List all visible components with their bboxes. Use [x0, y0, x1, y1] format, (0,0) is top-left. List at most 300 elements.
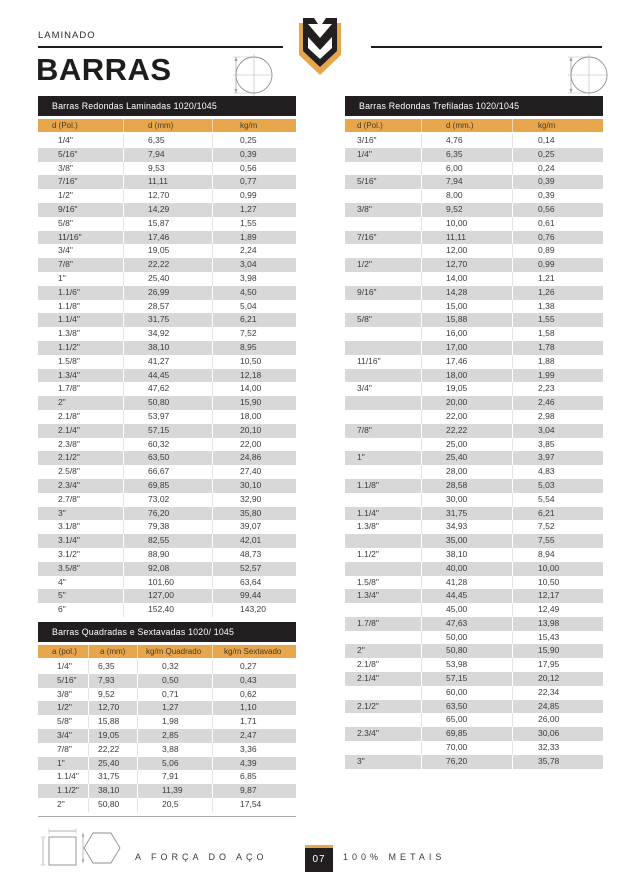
table-cell [345, 713, 421, 727]
category-label: LAMINADO [38, 30, 96, 41]
table-row [38, 175, 296, 189]
table-cell: 2.1/2" [357, 700, 379, 711]
table-cell: 3.5/8" [58, 562, 80, 573]
table-cell: 0,56 [212, 162, 296, 176]
table-row [38, 589, 296, 603]
table-barras-redondas-trefiladas [345, 96, 603, 769]
table-row [345, 493, 603, 507]
table-row [38, 520, 296, 534]
table-row [345, 686, 603, 700]
table-cell: 0,76 [512, 231, 603, 245]
table-cell: 7,55 [512, 534, 603, 548]
table-cell: 1.1/2" [58, 341, 80, 352]
table-cell: 1.1/4" [357, 507, 379, 518]
table-row [38, 369, 296, 383]
table-cell: 9,53 [123, 162, 212, 176]
table-cell: 69,85 [123, 479, 212, 493]
table-cell: 53,98 [421, 658, 512, 672]
table-cell: 6,00 [421, 162, 512, 176]
table-cell: 3.1/2" [58, 548, 80, 559]
table-cell: 1,38 [512, 300, 603, 314]
table-cell: 0,14 [512, 134, 603, 148]
table-cell: 2.1/4" [357, 673, 379, 684]
table-cell: 1,21 [512, 272, 603, 286]
table-cell: 0,39 [212, 148, 296, 162]
table-cell: 3.1/8" [58, 521, 80, 532]
table-cell [345, 369, 421, 383]
table-cell: 2,46 [512, 396, 603, 410]
table-cell: 7,52 [212, 327, 296, 341]
table-cell: 31,75 [88, 770, 137, 784]
table-cell [345, 741, 421, 755]
table-header-row [38, 119, 296, 132]
table-cell [345, 438, 421, 452]
table-cell: 14,00 [421, 272, 512, 286]
table-cell: 7/8" [357, 424, 372, 435]
table-cell: 3,88 [137, 743, 212, 757]
table-row [345, 727, 603, 741]
table-cell: 31,75 [123, 313, 212, 327]
table-row [38, 798, 296, 812]
table-row [345, 231, 603, 245]
table-cell: 73,02 [123, 493, 212, 507]
table-cell: 1/2" [57, 702, 72, 713]
table-row [345, 203, 603, 217]
table-cell: 2" [58, 397, 66, 408]
table-cell: 5/8" [357, 314, 372, 325]
table-cell: 2,98 [512, 410, 603, 424]
table-cell: 5/16" [357, 176, 377, 187]
table-cell: 2" [357, 645, 365, 656]
table-row [38, 674, 296, 688]
table-cell: 8,94 [512, 548, 603, 562]
table-cell [345, 534, 421, 548]
table-cell: 4,50 [212, 286, 296, 300]
table-cell: 3.1/4" [58, 535, 80, 546]
table-cell: 5" [58, 590, 66, 601]
table-cell: 57,15 [123, 424, 212, 438]
table-cell: 63,50 [421, 700, 512, 714]
table-row [38, 313, 296, 327]
table-cell: 24,85 [512, 700, 603, 714]
table-cell: 1.1/8" [58, 300, 80, 311]
table-cell: 1.5/8" [357, 576, 379, 587]
table-cell: 143,20 [212, 603, 296, 617]
table-cell: 1/4" [57, 661, 72, 671]
table-cell: 6,85 [212, 770, 296, 784]
table-row [38, 493, 296, 507]
table-cell: 5/8" [57, 716, 72, 727]
table-row [345, 327, 603, 341]
table-cell: 12,17 [512, 589, 603, 603]
table-cell: 3,97 [512, 451, 603, 465]
table-row [38, 327, 296, 341]
table-row [38, 203, 296, 217]
table-cell: 1,99 [512, 369, 603, 383]
table-cell: 57,15 [421, 672, 512, 686]
table-cell: 76,20 [421, 755, 512, 769]
table-cell: 1,58 [512, 327, 603, 341]
table-cell: 3,85 [512, 438, 603, 452]
table-cell: 152,40 [123, 603, 212, 617]
table-cell: 2.5/8" [58, 466, 80, 477]
table-row [345, 189, 603, 203]
table-row [38, 701, 296, 715]
table-row [345, 162, 603, 176]
table-row [38, 382, 296, 396]
table-cell: 1.1/4" [57, 771, 79, 782]
table-cell: 20,12 [512, 672, 603, 686]
hex-bar-diagram [80, 828, 124, 870]
table-row [38, 258, 296, 272]
table-cell: 17,46 [421, 355, 512, 369]
table-cell: 0,50 [137, 674, 212, 688]
table-cell: 6,21 [512, 507, 603, 521]
table-cell: 79,38 [123, 520, 212, 534]
table-cell: 27,40 [212, 465, 296, 479]
table-cell [345, 603, 421, 617]
table-cell: 0,32 [137, 660, 212, 674]
table-header-row [345, 119, 603, 132]
table-cell: 2,47 [212, 729, 296, 743]
table-cell: 35,80 [212, 507, 296, 521]
table-cell: 35,00 [421, 534, 512, 548]
table-cell: 10,00 [421, 217, 512, 231]
table-cell: 1.3/8" [58, 328, 80, 339]
table-row [345, 603, 603, 617]
table-cell: 34,93 [421, 520, 512, 534]
table-row [38, 341, 296, 355]
table-cell: 2" [57, 798, 65, 809]
table-row [345, 272, 603, 286]
table-cell [345, 327, 421, 341]
table-cell: 2.1/8" [58, 410, 80, 421]
table-cell: 60,00 [421, 686, 512, 700]
table-cell: 10,50 [512, 576, 603, 590]
table-row [38, 562, 296, 576]
table-cell: 50,00 [421, 631, 512, 645]
table-cell: 69,85 [421, 727, 512, 741]
table-row [38, 465, 296, 479]
page-number-badge: 07 [305, 845, 333, 872]
table-row [38, 576, 296, 590]
table-cell: 4" [58, 576, 66, 587]
table-row [345, 341, 603, 355]
table-cell: 0,89 [512, 244, 603, 258]
table-cell: 38,10 [88, 784, 137, 798]
table-cell: 7,52 [512, 520, 603, 534]
table-body [38, 660, 296, 812]
table-cell: 1,88 [512, 355, 603, 369]
table-cell: 0,39 [512, 175, 603, 189]
footer-slogan: A FORÇA DO AÇO [135, 852, 268, 862]
table-cell: 14,29 [123, 203, 212, 217]
table-cell: 30,10 [212, 479, 296, 493]
table-cell: 22,00 [421, 410, 512, 424]
table-cell: 30,06 [512, 727, 603, 741]
table-cell: 4,76 [421, 134, 512, 148]
table-cell: 0,43 [212, 674, 296, 688]
column-header: kg/m [212, 119, 296, 132]
table-cell: 17,54 [212, 798, 296, 812]
table-cell: 1" [357, 452, 365, 463]
table-cell: 1.7/8" [357, 617, 379, 628]
table-title: Barras Redondas Laminadas 1020/1045 [38, 96, 296, 116]
table-cell: 14,00 [212, 382, 296, 396]
table-row [345, 369, 603, 383]
table-cell: 0,99 [212, 189, 296, 203]
table-cell: 2,85 [137, 729, 212, 743]
table-cell: 7/8" [57, 743, 72, 754]
table-cell: 2.1/4" [58, 424, 80, 435]
column-header: d (Pol.) [52, 121, 78, 130]
table-row [38, 300, 296, 314]
table-cell: 15,88 [88, 715, 137, 729]
table-cell: 5,06 [137, 757, 212, 771]
table-cell: 15,90 [512, 644, 603, 658]
table-cell: 0,99 [512, 258, 603, 272]
table-cell: 1.1/2" [357, 548, 379, 559]
table-cell: 0,56 [512, 203, 603, 217]
table-cell: 19,05 [421, 382, 512, 396]
table-cell: 22,00 [212, 438, 296, 452]
table-cell [345, 162, 421, 176]
table-cell: 31,75 [421, 507, 512, 521]
table-cell: 42,01 [212, 534, 296, 548]
table-cell [345, 244, 421, 258]
table-cell: 20,10 [212, 424, 296, 438]
table-cell: 32,33 [512, 741, 603, 755]
table-cell: 15,00 [421, 300, 512, 314]
table-row [38, 217, 296, 231]
table-row [38, 396, 296, 410]
table-cell: 5/16" [57, 674, 77, 685]
table-cell: 1.1/2" [57, 785, 79, 796]
table-cell: 7/16" [58, 176, 78, 187]
table-cell: 38,10 [123, 341, 212, 355]
table-cell: 3/4" [57, 729, 72, 740]
round-bar-diagram-left [227, 50, 273, 100]
table-cell: 22,22 [88, 743, 137, 757]
table-cell: 44,45 [123, 369, 212, 383]
table-cell: 1" [57, 757, 65, 768]
column-header: a (mm) [88, 645, 137, 658]
table-cell: 15,87 [123, 217, 212, 231]
table-cell: 2,23 [512, 382, 603, 396]
table-cell: 2,24 [212, 244, 296, 258]
table-row [38, 438, 296, 452]
table-row [345, 438, 603, 452]
table-row [38, 244, 296, 258]
table-row [345, 520, 603, 534]
table-cell: 1,55 [512, 313, 603, 327]
table-cell [345, 686, 421, 700]
table-row [38, 534, 296, 548]
table-row [38, 479, 296, 493]
table-cell: 7,91 [137, 770, 212, 784]
table-cell: 41,28 [421, 576, 512, 590]
table-cell: 0,77 [212, 175, 296, 189]
table-row [345, 396, 603, 410]
table-row [345, 382, 603, 396]
table-row [345, 589, 603, 603]
column-header: d (mm.) [421, 119, 512, 132]
table-cell: 3/4" [58, 245, 73, 256]
table-cell: 0,61 [512, 217, 603, 231]
table-cell: 1.1/8" [357, 479, 379, 490]
table-row [38, 134, 296, 148]
table-cell: 6,21 [212, 313, 296, 327]
table-cell: 47,63 [421, 617, 512, 631]
square-bar-diagram [40, 826, 80, 872]
table-cell: 50,80 [88, 798, 137, 812]
table-cell: 3" [58, 507, 66, 518]
table-row [345, 755, 603, 769]
table-row [345, 700, 603, 714]
table-cell: 1,26 [512, 286, 603, 300]
table-cell: 9/16" [58, 203, 78, 214]
table-cell: 32,90 [212, 493, 296, 507]
table-row [345, 410, 603, 424]
table-cell: 7,94 [421, 175, 512, 189]
table-row [38, 451, 296, 465]
table-cell: 82,55 [123, 534, 212, 548]
column-header: a (pol.) [52, 647, 77, 656]
table-cell: 99,44 [212, 589, 296, 603]
table-cell: 3,04 [212, 258, 296, 272]
table-cell [345, 189, 421, 203]
table-cell: 18,00 [421, 369, 512, 383]
table-cell: 25,40 [88, 757, 137, 771]
table-cell: 30,00 [421, 493, 512, 507]
table-cell: 2.3/4" [357, 728, 379, 739]
table-row [345, 258, 603, 272]
table-cell [345, 217, 421, 231]
table-row [345, 134, 603, 148]
table-cell: 17,00 [421, 341, 512, 355]
table-cell: 1,71 [212, 715, 296, 729]
column-header: d (Pol.) [357, 121, 383, 130]
table-cell [345, 562, 421, 576]
table-cell: 12,18 [212, 369, 296, 383]
table-body [345, 134, 603, 769]
table-cell: 1,27 [212, 203, 296, 217]
table-row [38, 729, 296, 743]
table-cell: 3/16" [357, 135, 377, 145]
table-row [38, 548, 296, 562]
table-cell: 53,97 [123, 410, 212, 424]
table-cell: 6,35 [421, 148, 512, 162]
table-row [38, 688, 296, 702]
table-row [345, 175, 603, 189]
table-cell: 1,27 [137, 701, 212, 715]
table-cell: 0,24 [512, 162, 603, 176]
table-cell: 7,93 [88, 674, 137, 688]
table-cell: 92,08 [123, 562, 212, 576]
table-row [345, 217, 603, 231]
table-cell: 3" [357, 755, 365, 766]
table-cell: 0,62 [212, 688, 296, 702]
table-row [38, 715, 296, 729]
table-row [38, 743, 296, 757]
column-header: kg/m Quadrado [137, 645, 212, 658]
table-cell: 1.5/8" [58, 355, 80, 366]
table-cell: 70,00 [421, 741, 512, 755]
table-cell: 15,90 [212, 396, 296, 410]
table-cell: 11,11 [421, 231, 512, 245]
table-row [38, 770, 296, 784]
table-cell [345, 300, 421, 314]
table-cell: 1.1/6" [58, 286, 80, 297]
table-cell: 15,88 [421, 313, 512, 327]
table-cell: 3,98 [212, 272, 296, 286]
table-cell: 11/16" [58, 231, 82, 242]
table-cell: 9/16" [357, 286, 377, 297]
table-cell: 50,80 [123, 396, 212, 410]
table-cell: 5,04 [212, 300, 296, 314]
table-header-row [38, 645, 296, 658]
table-cell: 10,50 [212, 355, 296, 369]
table-cell: 2.3/8" [58, 438, 80, 449]
table-row [345, 713, 603, 727]
table-cell: 4,83 [512, 465, 603, 479]
table-cell: 4,39 [212, 757, 296, 771]
header-rule-right [371, 46, 602, 48]
table-cell: 10,00 [512, 562, 603, 576]
table-cell: 12,00 [421, 244, 512, 258]
table-bottom-rule [38, 816, 296, 817]
table-cell: 1/4" [357, 148, 372, 159]
table-cell: 65,00 [421, 713, 512, 727]
table-cell [345, 410, 421, 424]
table-row [345, 313, 603, 327]
table-cell: 48,73 [212, 548, 296, 562]
table-row [345, 148, 603, 162]
table-title: Barras Quadradas e Sextavadas 1020/ 1045 [38, 622, 296, 642]
table-cell: 0,71 [137, 688, 212, 702]
table-cell: 1.1/4" [58, 314, 80, 325]
table-cell: 12,70 [88, 701, 137, 715]
table-cell: 8,95 [212, 341, 296, 355]
table-cell: 22,22 [421, 424, 512, 438]
table-cell: 3/4" [357, 383, 372, 394]
round-bar-diagram-right [562, 50, 608, 100]
table-cell: 1,89 [212, 231, 296, 245]
table-cell: 1,10 [212, 701, 296, 715]
table-cell: 15,43 [512, 631, 603, 645]
table-cell: 28,58 [421, 479, 512, 493]
table-cell: 11/16" [357, 355, 381, 366]
table-cell: 9,52 [421, 203, 512, 217]
table-cell: 2.1/8" [357, 659, 379, 670]
table-cell: 12,49 [512, 603, 603, 617]
table-body [38, 134, 296, 617]
table-cell: 25,00 [421, 438, 512, 452]
table-cell [345, 631, 421, 645]
table-cell: 6" [58, 604, 66, 615]
table-cell: 3,04 [512, 424, 603, 438]
table-cell: 50,80 [421, 644, 512, 658]
table-cell: 8,00 [421, 189, 512, 203]
table-cell: 2.1/2" [58, 452, 80, 463]
table-cell: 1/2" [58, 190, 73, 201]
table-cell: 6,35 [88, 660, 137, 674]
page-title: BARRAS [36, 52, 172, 87]
table-row [38, 286, 296, 300]
table-cell: 24,86 [212, 451, 296, 465]
table-cell: 20,00 [421, 396, 512, 410]
table-row [345, 672, 603, 686]
